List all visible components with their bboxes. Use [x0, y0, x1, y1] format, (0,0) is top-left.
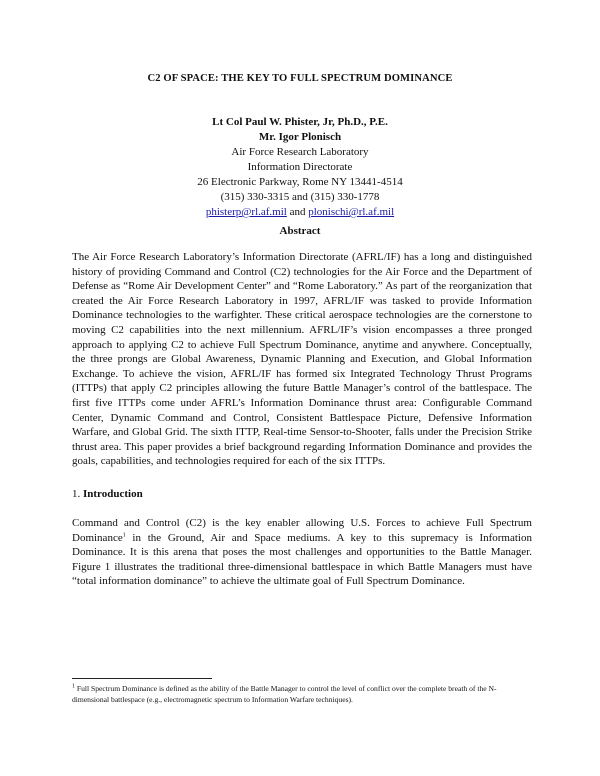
paper-title: C2 OF SPACE: THE KEY TO FULL SPECTRUM DOMINANCE: [147, 73, 453, 84]
intro-text-part-2: in the Ground, Air and Space mediums. A key to this supremacy is Information Dominance. It is this arena that poses the most challenges and opportunities to the Battle Manager. Figure 1 illustrates the traditional three-dimensional battlespace in which Battle Managers must have “total information dominance” to achieve the ultimate goal of Full Spectrum Dominance.: [72, 531, 532, 588]
footnote-marker: 1: [72, 683, 75, 690]
section-heading-introduction: [72, 488, 143, 500]
section-number: 1.: [72, 488, 81, 500]
footnote-text: Full Spectrum Dominance is defined as the ability of the Battle Manager to control the level of conflict over the complete breath of the N-dimensional battlespace (e.g., electromagnetic spectrum to Information Warfare techniques).: [72, 684, 497, 704]
author-address: 26 Electronic Parkway, Rome NY 13441-4514: [197, 176, 403, 188]
author-organization: Air Force Research Laboratory: [231, 146, 369, 158]
abstract-paragraph: The Air Force Research Laboratory’s Information Directorate (AFRL/IF) has a long and distinguished history of providing Command and Control (C2) technologies for the Air Force and the Department of Defense as “Rome Air Development Center” and “Rome Laboratory.” As part of the reorganization that created the Air Force Research Laboratory in 1997, AFRL/IF was tasked to provide Information Dominance technologies to the warfighter. These critical aerospace technologies are the cornerstone to moving C2 capabilities into the next millennium. AFRL/IF’s vision encompasses a three pronged approach to applying C2 to achieve Full Spectrum Dominance, anytime and anywhere. Conceptually, the three prongs are Global Awareness, Dynamic Planning and Execution, and Global Information Exchange. To achieve the vision, AFRL/IF has formed six Integrated Technology Thrust Programs (ITTPs) that apply C2 principles allowing the future Battle Manager’s control of the battlespace. The first five ITTPs come under AFRL’s Information Dominance thrust area: Configurable Command Center, Dynamic Command and Control, Consistent Battlespace Picture, Defensive Information Warfare, and Global Grid. The sixth ITTP, Real-time Sensor-to-Shooter, falls under the Precision Strike thrust area. This paper provides a brief background regarding Information Dominance and provides the goals, capabilities, and technologies required for each of the six ITTPs.: [72, 251, 532, 468]
email-link-phister[interactable]: phisterp@rl.af.mil: [205, 206, 287, 218]
footnote: [72, 684, 532, 705]
author-emails: [0, 205, 600, 220]
author-phones: (315) 330-3315 and (315) 330-1778: [220, 191, 380, 203]
section-title: Introduction: [83, 488, 143, 500]
footnote-separator: [72, 678, 212, 679]
author-department: Information Directorate: [247, 161, 353, 173]
email-joiner: and: [286, 206, 309, 218]
author-block: [0, 115, 600, 220]
author-1: Lt Col Paul W. Phister, Jr, Ph.D., P.E.: [212, 116, 388, 128]
abstract-heading: Abstract: [279, 225, 321, 237]
author-2: Mr. Igor Plonisch: [258, 131, 342, 143]
intro-text-part-1: Command and Control (C2) is the key enabler allowing U.S. Forces to achieve Full Spectrum Dominance: [72, 517, 532, 544]
introduction-paragraph: [72, 516, 532, 589]
footnote-reference: 1: [122, 531, 126, 538]
email-link-plonisch[interactable]: plonischi@rl.af.mil: [308, 206, 395, 218]
